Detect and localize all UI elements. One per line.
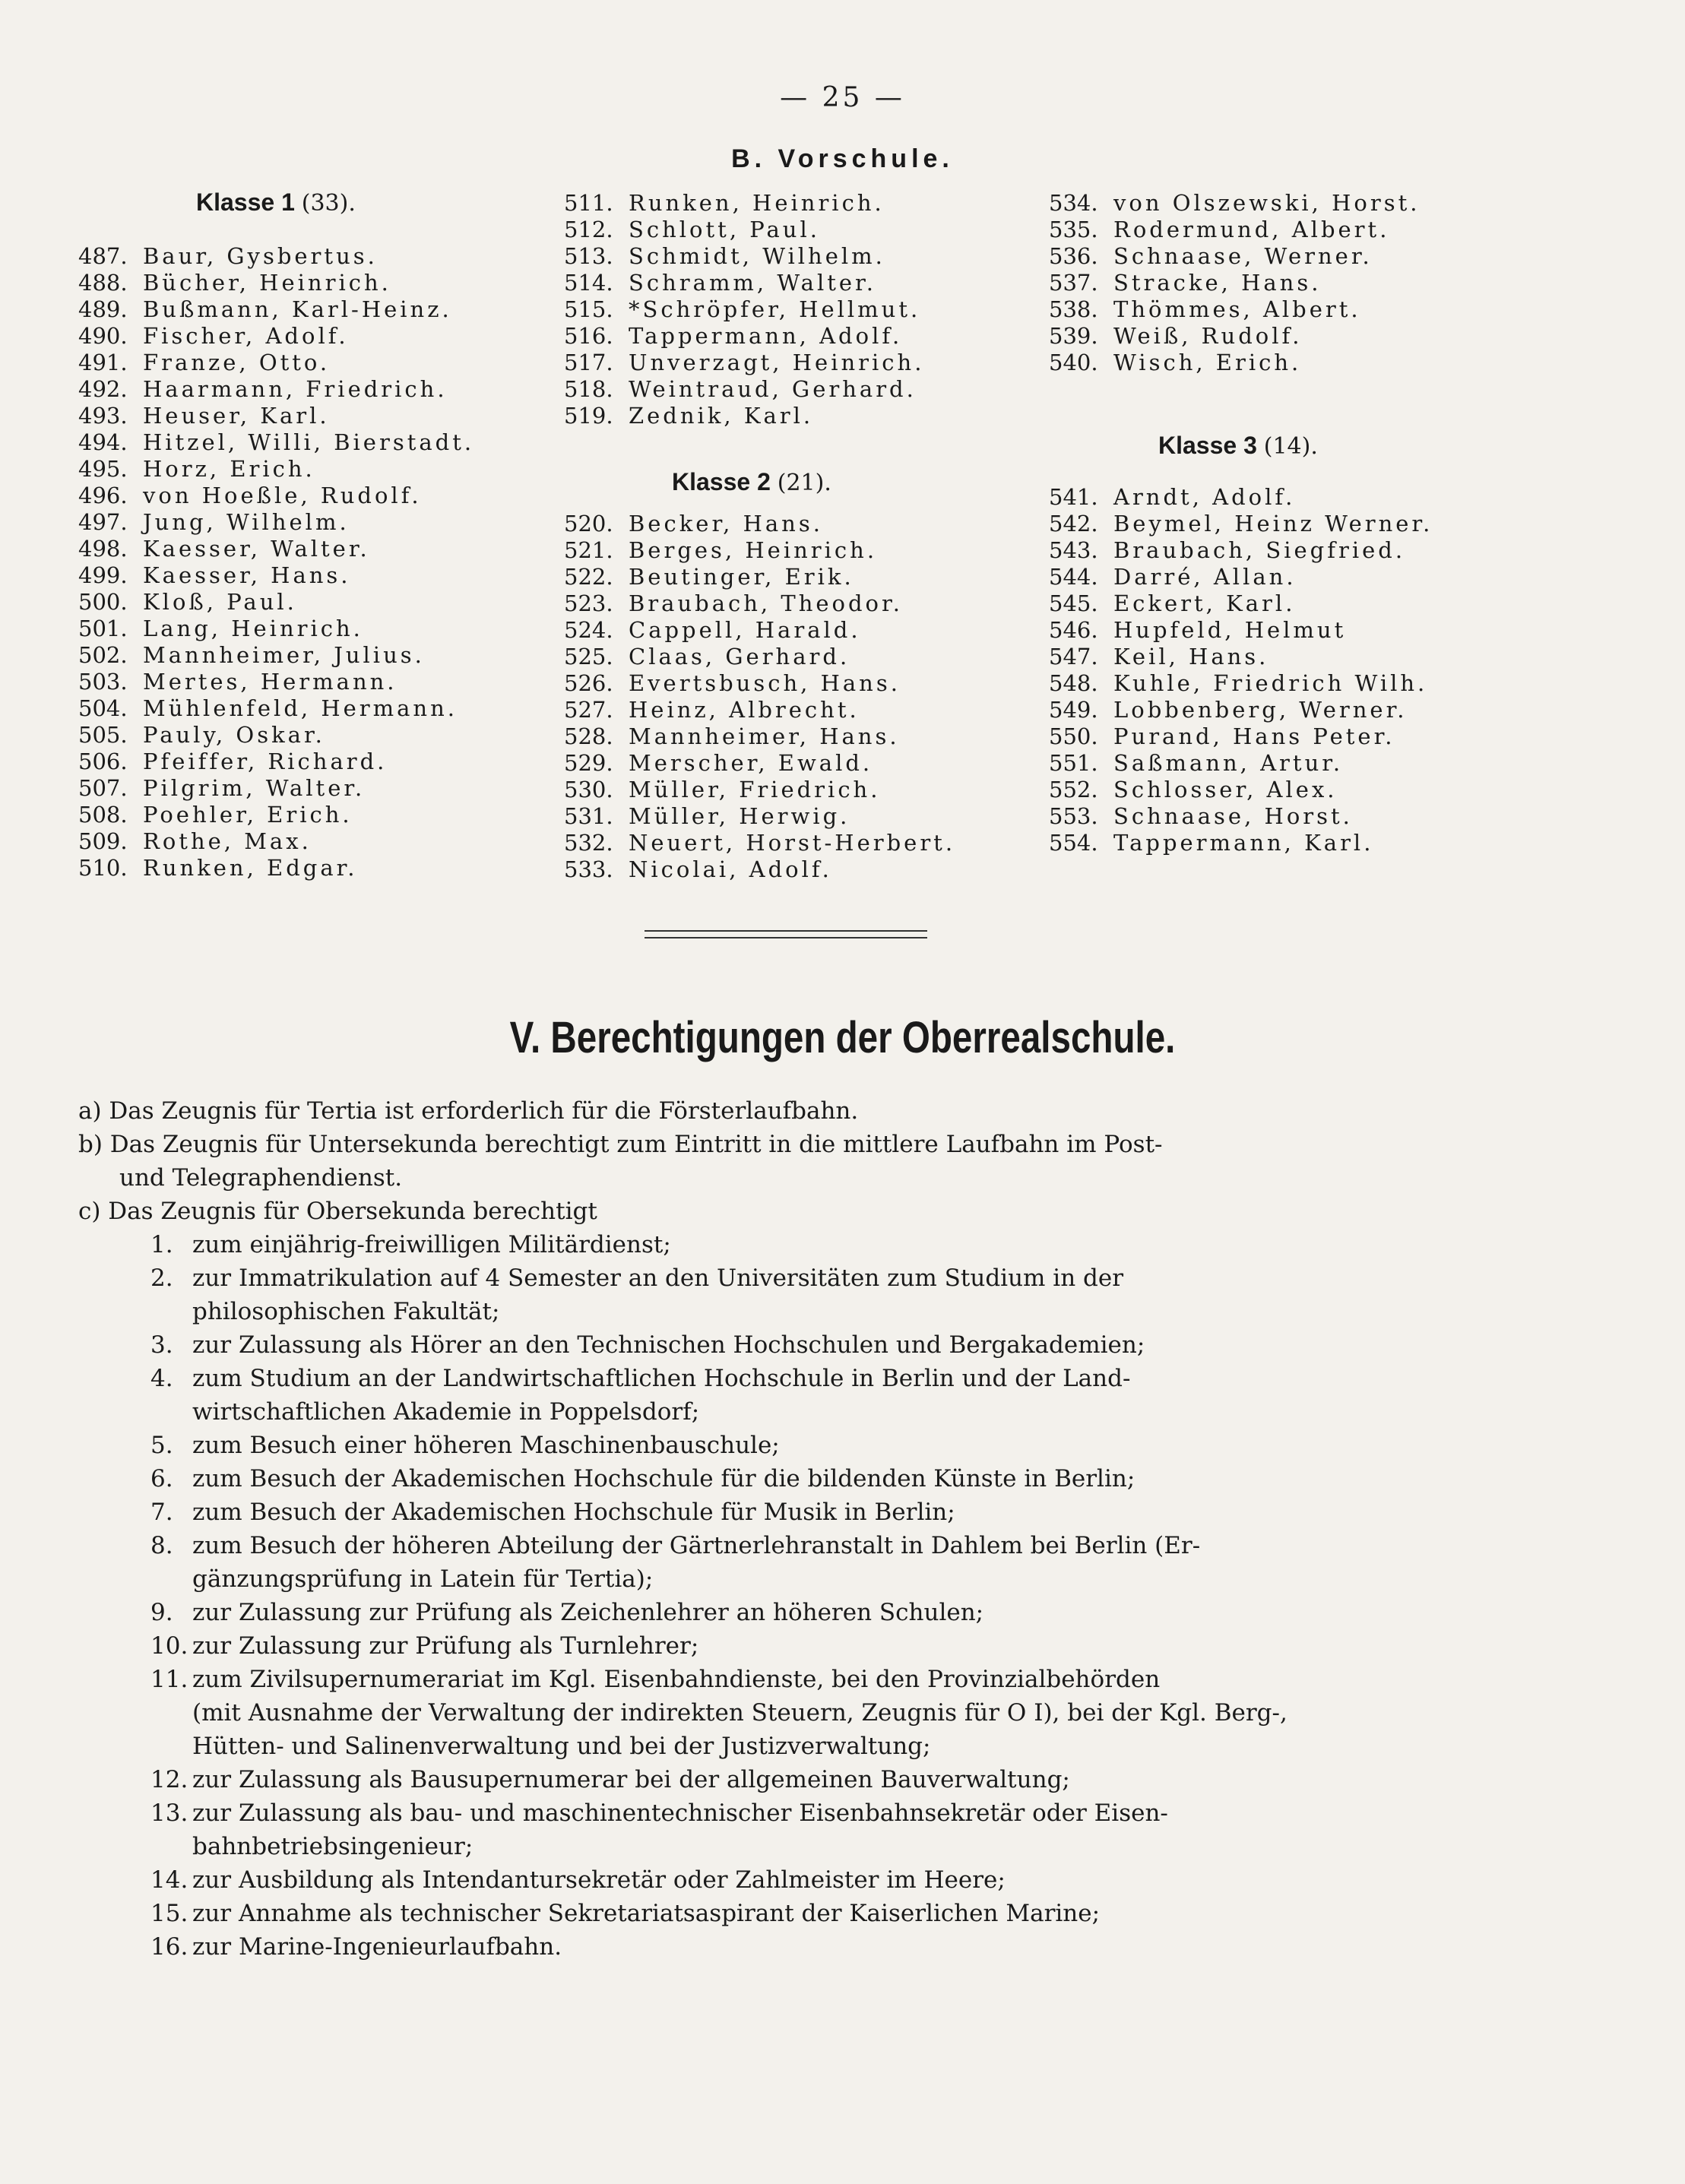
entry-number: 531. <box>564 803 613 829</box>
entitlement-item-continued <box>78 1730 1454 1763</box>
klasse-1-entry <box>78 722 474 749</box>
item-number: 3. <box>150 1331 173 1359</box>
entry-name: Purand, Hans Peter. <box>1113 723 1395 749</box>
entry-name: Kuhle, Friedrich Wilh. <box>1113 670 1428 696</box>
entry-name: Haarmann, Friedrich. <box>143 376 448 402</box>
klasse-1-entry <box>564 376 924 403</box>
entry-name: Schnaase, Werner. <box>1113 243 1373 269</box>
item-text: zum einjährig-freiwilligen Militärdienst; <box>192 1231 671 1258</box>
entry-name: Braubach, Theodor. <box>629 590 903 616</box>
item-number: 7. <box>150 1499 173 1526</box>
entry-number: 546. <box>1049 617 1098 643</box>
klasse-3-entry <box>1049 670 1433 697</box>
entry-name: Kloß, Paul. <box>143 589 297 615</box>
entry-name: Arndt, Adolf. <box>1113 484 1296 510</box>
item-text: zum Besuch einer höheren Maschinenbauschule; <box>192 1432 780 1459</box>
klasse-1-list-continued <box>564 190 924 429</box>
klasse-2-list-continued <box>1049 190 1420 376</box>
entry-name: Pfeiffer, Richard. <box>143 749 388 774</box>
item-text: (mit Ausnahme der Verwaltung der indirekten Steuern, Zeugnis für O I), bei der Kgl. Berg-, <box>192 1699 1288 1727</box>
entry-name: Evertsbusch, Hans. <box>629 670 901 696</box>
entry-name: von Hoeßle, Rudolf. <box>143 483 422 508</box>
entry-name: Claas, Gerhard. <box>629 644 850 669</box>
klasse-1-entry <box>78 642 474 669</box>
entry-name: Müller, Herwig. <box>629 803 850 829</box>
entry-number: 551. <box>1049 750 1098 776</box>
item-number: 2. <box>150 1265 173 1292</box>
item-number: 8. <box>150 1532 173 1559</box>
klasse-3-entry <box>1049 697 1433 723</box>
item-number: 12. <box>150 1766 188 1793</box>
entry-name: *Schröpfer, Hellmut. <box>629 296 921 322</box>
klasse-2-entry <box>1049 323 1420 350</box>
paragraph-a: a) Das Zeugnis für Tertia ist erforderlich für die Försterlaufbahn. <box>78 1097 859 1125</box>
entry-name: Kaesser, Walter. <box>143 536 370 562</box>
item-number: 11. <box>150 1666 188 1693</box>
entry-number: 526. <box>564 670 613 696</box>
entry-name: Wisch, Erich. <box>1113 350 1302 375</box>
item-number: 14. <box>150 1866 188 1894</box>
entry-number: 495. <box>78 456 128 482</box>
entry-name: Bücher, Heinrich. <box>143 270 391 296</box>
entry-name: Darré, Allan. <box>1113 564 1297 590</box>
klasse-1-title: Klasse 1 <box>196 188 295 216</box>
entitlement-item <box>78 1462 1454 1496</box>
entry-name: Runken, Heinrich. <box>629 190 885 216</box>
entitlement-item <box>78 1261 1454 1295</box>
klasse-2-entry <box>564 644 955 670</box>
entry-name: Weintraud, Gerhard. <box>629 376 917 402</box>
entry-number: 515. <box>564 296 613 322</box>
entry-name: Runken, Edgar. <box>143 855 358 881</box>
entry-name: Beutinger, Erik. <box>629 564 854 590</box>
entry-number: 503. <box>78 669 128 695</box>
klasse-3-heading <box>1158 432 1318 460</box>
entry-number: 529. <box>564 750 613 776</box>
klasse-2-entry <box>1049 243 1420 270</box>
entry-name: Poehler, Erich. <box>143 802 353 828</box>
entry-name: Hitzel, Willi, Bierstadt. <box>143 429 475 455</box>
klasse-2-entry <box>1049 217 1420 243</box>
klasse-1-entry <box>78 323 474 350</box>
entry-name: Braubach, Siegfried. <box>1113 537 1406 563</box>
entry-name: Pauly, Oskar. <box>143 722 325 748</box>
entitlement-item-continued <box>78 1830 1454 1863</box>
entry-number: 509. <box>78 828 128 854</box>
entry-number: 504. <box>78 695 128 721</box>
entry-number: 554. <box>1049 830 1098 856</box>
klasse-2-entry <box>564 590 955 617</box>
item-text: zum Besuch der Akademischen Hochschule für Musik in Berlin; <box>192 1499 955 1526</box>
klasse-2-entry <box>1049 270 1420 296</box>
entry-name: Unverzagt, Heinrich. <box>629 350 925 375</box>
entitlement-item <box>78 1228 1454 1261</box>
klasse-1-entry <box>78 376 474 403</box>
klasse-3-title: Klasse 3 <box>1158 432 1257 459</box>
item-text: philosophischen Fakultät; <box>192 1298 500 1325</box>
entry-number: 552. <box>1049 777 1098 802</box>
entry-name: Tappermann, Adolf. <box>629 323 903 349</box>
item-text: zur Immatrikulation auf 4 Semester an den Universitäten zum Studium in der <box>192 1265 1124 1292</box>
entry-number: 517. <box>564 350 613 375</box>
klasse-1-entry <box>564 323 924 350</box>
entry-number: 524. <box>564 617 613 643</box>
klasse-1-entry <box>78 483 474 509</box>
entry-number: 544. <box>1049 564 1098 590</box>
entry-name: Neuert, Horst-Herbert. <box>629 830 956 856</box>
klasse-3-entry <box>1049 830 1433 856</box>
klasse-1-entry <box>78 296 474 323</box>
entry-number: 519. <box>564 403 613 429</box>
entry-name: Keil, Hans. <box>1113 644 1269 669</box>
entry-number: 522. <box>564 564 613 590</box>
item-text: zur Zulassung als Bausupernumerar bei der allgemeinen Bauverwaltung; <box>192 1766 1070 1793</box>
entry-number: 521. <box>564 537 613 563</box>
klasse-3-entry <box>1049 750 1433 777</box>
entitlement-item-continued <box>78 1562 1454 1596</box>
entry-number: 550. <box>1049 723 1098 749</box>
klasse-1-entry <box>78 243 474 270</box>
entry-name: Müller, Friedrich. <box>629 777 881 802</box>
entry-number: 508. <box>78 802 128 828</box>
entry-name: Eckert, Karl. <box>1113 590 1296 616</box>
entry-number: 520. <box>564 511 613 537</box>
klasse-1-heading <box>196 188 356 217</box>
entry-name: Schnaase, Horst. <box>1113 803 1353 829</box>
entry-name: Franze, Otto. <box>143 350 331 375</box>
item-text: wirtschaftlichen Akademie in Poppelsdorf; <box>192 1398 700 1426</box>
page-number: — 25 — <box>780 82 905 113</box>
entry-number: 506. <box>78 749 128 774</box>
entry-number: 513. <box>564 243 613 269</box>
item-text: zur Marine-Ingenieurlaufbahn. <box>192 1933 562 1961</box>
entitlement-item-continued <box>78 1395 1454 1429</box>
entry-number: 505. <box>78 722 128 748</box>
klasse-1-entry <box>78 509 474 536</box>
entry-name: Schramm, Walter. <box>629 270 876 296</box>
klasse-3-entry <box>1049 803 1433 830</box>
entitlement-item <box>78 1429 1454 1462</box>
klasse-1-entry <box>78 775 474 802</box>
entitlement-item-continued <box>78 1295 1454 1328</box>
klasse-1-entry <box>78 828 474 855</box>
body-text <box>78 1094 1454 1964</box>
entry-name: Schlosser, Alex. <box>1113 777 1338 802</box>
klasse-1-entry <box>78 695 474 722</box>
entry-number: 540. <box>1049 350 1098 375</box>
klasse-1-entry <box>78 855 474 882</box>
item-text: zum Studium an der Landwirtschaftlichen Hochschule in Berlin und der Land- <box>192 1365 1131 1392</box>
item-number: 1. <box>150 1231 173 1258</box>
entry-name: Lang, Heinrich. <box>143 616 363 641</box>
klasse-2-entry <box>564 830 955 856</box>
item-text: zur Zulassung als Hörer an den Technischen Hochschulen und Bergakademien; <box>192 1331 1145 1359</box>
entry-number: 493. <box>78 403 128 429</box>
klasse-2-entry <box>564 856 955 883</box>
klasse-1-entry <box>78 589 474 616</box>
entry-name: Heuser, Karl. <box>143 403 330 429</box>
entitlement-item <box>78 1763 1454 1796</box>
item-text: zur Ausbildung als Intendantursekretär oder Zahlmeister im Heere; <box>192 1866 1006 1894</box>
item-number: 4. <box>150 1365 173 1392</box>
entry-number: 527. <box>564 697 613 723</box>
klasse-1-entry <box>78 350 474 376</box>
entry-number: 500. <box>78 589 128 615</box>
item-number: 6. <box>150 1465 173 1492</box>
klasse-3-entry <box>1049 537 1433 564</box>
klasse-2-entry <box>1049 190 1420 217</box>
entry-name: Pilgrim, Walter. <box>143 775 366 801</box>
entry-name: Fischer, Adolf. <box>143 323 349 349</box>
entitlement-item <box>78 1328 1454 1362</box>
entry-name: Bußmann, Karl-Heinz. <box>143 296 452 322</box>
entry-name: Weiß, Rudolf. <box>1113 323 1303 349</box>
entry-number: 553. <box>1049 803 1098 829</box>
klasse-1-list <box>78 243 474 882</box>
entry-number: 543. <box>1049 537 1098 563</box>
klasse-3-entry <box>1049 511 1433 537</box>
entry-number: 537. <box>1049 270 1098 296</box>
klasse-1-entry <box>78 403 474 429</box>
entry-number: 488. <box>78 270 128 296</box>
entry-number: 496. <box>78 483 128 508</box>
entry-number: 548. <box>1049 670 1098 696</box>
entry-number: 501. <box>78 616 128 641</box>
entry-number: 516. <box>564 323 613 349</box>
klasse-2-list <box>564 511 955 883</box>
entry-name: Schmidt, Wilhelm. <box>629 243 885 269</box>
entry-name: Mannheimer, Julius. <box>143 642 425 668</box>
entry-name: Jung, Wilhelm. <box>143 509 350 535</box>
entry-number: 514. <box>564 270 613 296</box>
item-text: gänzungsprüfung in Latein für Tertia); <box>192 1565 654 1593</box>
klasse-1-entry <box>564 403 924 429</box>
klasse-2-entry <box>564 670 955 697</box>
klasse-2-entry <box>564 750 955 777</box>
section-title: B. Vorschule. <box>731 144 954 173</box>
entry-number: 525. <box>564 644 613 669</box>
klasse-2-title: Klasse 2 <box>672 468 771 495</box>
klasse-1-entry <box>564 350 924 376</box>
paragraph-b-continued: und Telegraphendienst. <box>119 1164 403 1192</box>
entry-number: 536. <box>1049 243 1098 269</box>
entry-name: Stracke, Hans. <box>1113 270 1322 296</box>
entry-number: 528. <box>564 723 613 749</box>
entitlement-item <box>78 1529 1454 1562</box>
entry-number: 549. <box>1049 697 1098 723</box>
entry-number: 534. <box>1049 190 1098 216</box>
entitlement-item <box>78 1663 1454 1696</box>
klasse-1-entry <box>78 616 474 642</box>
klasse-1-entry <box>78 456 474 483</box>
entry-number: 512. <box>564 217 613 242</box>
item-number: 9. <box>150 1599 173 1626</box>
klasse-3-entry <box>1049 564 1433 590</box>
klasse-2-heading <box>672 468 831 496</box>
entry-number: 494. <box>78 429 128 455</box>
klasse-2-entry <box>564 697 955 723</box>
entry-number: 489. <box>78 296 128 322</box>
klasse-3-entry <box>1049 644 1433 670</box>
entitlement-item-continued <box>78 1696 1454 1730</box>
entitlement-item <box>78 1362 1454 1395</box>
klasse-1-entry <box>78 802 474 828</box>
klasse-2-entry <box>564 537 955 564</box>
entry-name: von Olszewski, Horst. <box>1113 190 1421 216</box>
entry-name: Mannheimer, Hans. <box>629 723 900 749</box>
item-text: zur Annahme als technischer Sekretariatsaspirant der Kaiserlichen Marine; <box>192 1900 1101 1927</box>
item-number: 13. <box>150 1799 188 1827</box>
item-text: zum Besuch der höheren Abteilung der Gärtnerlehranstalt in Dahlem bei Berlin (Er- <box>192 1532 1201 1559</box>
entry-name: Becker, Hans. <box>629 511 823 537</box>
paragraph-c: c) Das Zeugnis für Obersekunda berechtigt <box>78 1198 597 1225</box>
klasse-2-entry <box>564 617 955 644</box>
entry-name: Mühlenfeld, Hermann. <box>143 695 458 721</box>
entitlement-item <box>78 1930 1454 1964</box>
entry-number: 487. <box>78 243 128 269</box>
entry-name: Rodermund, Albert. <box>1113 217 1390 242</box>
entry-name: Saßmann, Artur. <box>1113 750 1344 776</box>
entry-name: Schlott, Paul. <box>629 217 820 242</box>
klasse-1-entry <box>564 217 924 243</box>
klasse-2-entry <box>564 511 955 537</box>
entry-name: Tappermann, Karl. <box>1113 830 1374 856</box>
klasse-1-entry <box>564 243 924 270</box>
entitlement-item <box>78 1629 1454 1663</box>
entitlement-item <box>78 1596 1454 1629</box>
klasse-2-entry <box>564 564 955 590</box>
entry-number: 490. <box>78 323 128 349</box>
item-number: 5. <box>150 1432 173 1459</box>
klasse-3-entry <box>1049 777 1433 803</box>
entry-number: 532. <box>564 830 613 856</box>
entry-number: 518. <box>564 376 613 402</box>
entitlement-item <box>78 1897 1454 1930</box>
klasse-3-count: (14). <box>1263 433 1318 460</box>
item-text: Hütten- und Salinenverwaltung und bei der Justizverwaltung; <box>192 1733 931 1760</box>
entry-name: Rothe, Max. <box>143 828 312 854</box>
entry-number: 542. <box>1049 511 1098 537</box>
klasse-2-entry <box>564 777 955 803</box>
klasse-2-count: (21). <box>777 470 831 496</box>
entry-number: 511. <box>564 190 613 216</box>
entry-number: 545. <box>1049 590 1098 616</box>
entry-number: 491. <box>78 350 128 375</box>
entry-number: 523. <box>564 590 613 616</box>
entry-name: Baur, Gysbertus. <box>143 243 378 269</box>
klasse-3-entry <box>1049 484 1433 511</box>
klasse-1-entry <box>564 296 924 323</box>
entry-name: Beymel, Heinz Werner. <box>1113 511 1433 537</box>
entitlement-item <box>78 1796 1454 1830</box>
entry-number: 538. <box>1049 296 1098 322</box>
klasse-1-entry <box>78 536 474 562</box>
item-text: bahnbetriebsingenieur; <box>192 1833 474 1860</box>
klasse-2-entry <box>1049 296 1420 323</box>
item-number: 15. <box>150 1900 188 1927</box>
entry-name: Kaesser, Hans. <box>143 562 351 588</box>
entry-name: Mertes, Hermann. <box>143 669 397 695</box>
entitlement-item <box>78 1863 1454 1897</box>
item-text: zur Zulassung als bau- und maschinentechnischer Eisenbahnsekretär oder Eisen- <box>192 1799 1168 1827</box>
item-text: zur Zulassung zur Prüfung als Turnlehrer; <box>192 1632 699 1660</box>
entry-name: Merscher, Ewald. <box>629 750 873 776</box>
item-text: zum Zivilsupernumerariat im Kgl. Eisenbahndienste, bei den Provinzialbehörden <box>192 1666 1161 1693</box>
item-number: 16. <box>150 1933 188 1961</box>
entry-name: Nicolai, Adolf. <box>629 856 832 882</box>
klasse-3-entry <box>1049 590 1433 617</box>
klasse-1-entry <box>78 562 474 589</box>
entry-name: Lobbenberg, Werner. <box>1113 697 1408 723</box>
entry-name: Thömmes, Albert. <box>1113 296 1361 322</box>
entry-name: Berges, Heinrich. <box>629 537 878 563</box>
entry-number: 498. <box>78 536 128 562</box>
entry-number: 499. <box>78 562 128 588</box>
klasse-2-entry <box>564 803 955 830</box>
klasse-1-entry <box>564 270 924 296</box>
item-number: 10. <box>150 1632 188 1660</box>
entry-number: 492. <box>78 376 128 402</box>
paragraph-b: b) Das Zeugnis für Untersekunda berechtigt zum Eintritt in die mittlere Laufbahn im Post- <box>78 1131 1163 1158</box>
entry-name: Heinz, Albrecht. <box>629 697 860 723</box>
klasse-1-entry <box>564 190 924 217</box>
klasse-2-entry <box>1049 350 1420 376</box>
item-text: zum Besuch der Akademischen Hochschule für die bildenden Künste in Berlin; <box>192 1465 1135 1492</box>
klasse-2-entry <box>564 723 955 750</box>
klasse-1-count: (33). <box>301 190 356 217</box>
entry-number: 539. <box>1049 323 1098 349</box>
klasse-3-entry <box>1049 723 1433 750</box>
entry-number: 533. <box>564 856 613 882</box>
entry-number: 535. <box>1049 217 1098 242</box>
entry-name: Cappell, Harald. <box>629 617 861 643</box>
entry-number: 547. <box>1049 644 1098 669</box>
entry-name: Zednik, Karl. <box>629 403 814 429</box>
chapter-heading: V. Berechtigungen der Oberrealschule. <box>509 1013 1176 1062</box>
klasse-1-entry <box>78 669 474 695</box>
entry-number: 502. <box>78 642 128 668</box>
entry-number: 497. <box>78 509 128 535</box>
entry-name: Hupfeld, Helmut <box>1113 617 1347 643</box>
klasse-1-entry <box>78 429 474 456</box>
klasse-1-entry <box>78 270 474 296</box>
entry-number: 507. <box>78 775 128 801</box>
klasse-1-entry <box>78 749 474 775</box>
double-rule-divider <box>645 930 927 938</box>
entitlement-item <box>78 1496 1454 1529</box>
entry-name: Horz, Erich. <box>143 456 315 482</box>
klasse-3-list <box>1049 484 1433 856</box>
klasse-3-entry <box>1049 617 1433 644</box>
entry-number: 510. <box>78 855 128 881</box>
item-text: zur Zulassung zur Prüfung als Zeichenlehrer an höheren Schulen; <box>192 1599 984 1626</box>
entry-number: 530. <box>564 777 613 802</box>
entry-number: 541. <box>1049 484 1098 510</box>
entitlement-list <box>78 1228 1454 1964</box>
